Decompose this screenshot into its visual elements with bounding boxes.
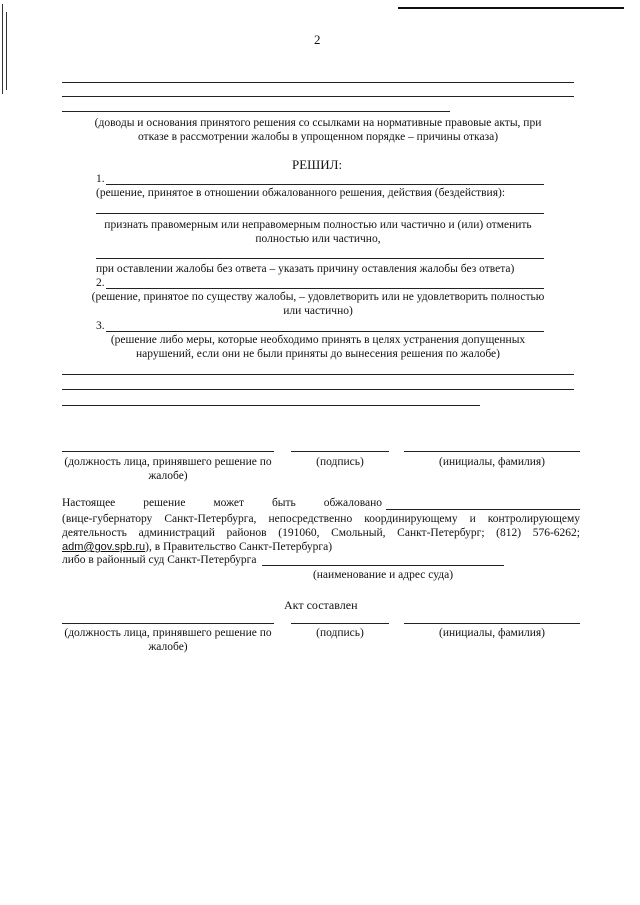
fill-line xyxy=(62,389,574,390)
signature-line xyxy=(291,623,389,624)
appeal-line-4 xyxy=(62,540,332,554)
appeal-line-2: (вице-губернатору Санкт-Петербурга, непосредственно координирующему и контролирующему xyxy=(62,513,580,525)
fill-line xyxy=(62,374,574,375)
item3-caption xyxy=(62,333,574,361)
item1-number: 1. xyxy=(96,173,105,185)
item2-caption xyxy=(62,290,574,318)
reasons-caption-line: отказе в рассмотрении жалобы в упрощенном порядке – причины отказа) xyxy=(137,131,499,143)
position-label xyxy=(62,626,274,654)
item3-caption-line: нарушений, если они не были приняты до вынесения решения по жалобе) xyxy=(136,348,500,360)
item1-option1-line: признать правомерным или неправомерным полностью или частично и (или) отменить xyxy=(104,219,532,231)
position-label-line: жалобе) xyxy=(148,470,188,482)
position-label xyxy=(62,455,274,483)
name-line xyxy=(404,451,580,452)
name-label: (инициалы, фамилия) xyxy=(438,627,546,639)
item3-caption-line: (решение либо меры, которые необходимо принять в целях устранения допущенных xyxy=(110,334,526,346)
item1-fill-line xyxy=(106,184,544,185)
item2-fill-line xyxy=(106,288,544,289)
court-fill-line xyxy=(262,565,504,566)
name-line xyxy=(404,623,580,624)
appeal-first-line xyxy=(62,496,382,510)
position-line xyxy=(62,623,274,624)
fill-line xyxy=(62,82,574,83)
email-link[interactable]: adm@gov.spb.ru xyxy=(62,541,146,553)
item1-option2: при оставлении жалобы без ответа – указать причину оставления жалобы без ответа) xyxy=(96,263,515,275)
signature-label: (подпись) xyxy=(316,627,364,639)
signature-label: (подпись) xyxy=(316,456,364,468)
top-right-rule xyxy=(398,7,624,9)
fill-line xyxy=(62,405,480,406)
appeal-fill-line xyxy=(386,509,580,510)
page-number: 2 xyxy=(314,32,321,47)
position-label-line: жалобе) xyxy=(148,641,188,653)
appeal-word: Настоящее xyxy=(62,497,116,509)
item1-fill-line xyxy=(96,258,544,259)
act-compiled-heading: Акт составлен xyxy=(284,598,358,612)
fill-line xyxy=(62,111,450,112)
item1-fill-line xyxy=(96,213,544,214)
appeal-line-4-rest: ), в Правительство Санкт-Петербурга) xyxy=(145,541,333,553)
signature-line xyxy=(291,451,389,452)
item1-option1-line: полностью или частично, xyxy=(255,233,381,245)
position-label-line: (должность лица, принявшего решение по xyxy=(64,456,272,468)
court-caption: (наименование и адрес суда) xyxy=(312,569,454,581)
position-line xyxy=(62,451,274,452)
position-label-line: (должность лица, принявшего решение по xyxy=(64,627,272,639)
item2-caption-line: или частично) xyxy=(283,305,353,317)
scan-edge-mark xyxy=(2,4,3,94)
court-text: либо в районный суд Санкт-Петербурга xyxy=(62,554,257,566)
item1-option1 xyxy=(62,218,574,246)
decided-heading: РЕШИЛ: xyxy=(292,157,343,172)
item2-number: 2. xyxy=(96,277,105,289)
appeal-word: быть xyxy=(271,497,296,509)
fill-line xyxy=(62,96,574,97)
reasons-caption-line: (доводы и основания принятого решения со ссылками на нормативные правовые акты, при xyxy=(94,117,542,129)
item1-caption: (решение, принятое в отношении обжалованного решения, действия (бездействия): xyxy=(96,187,506,199)
item3-fill-line xyxy=(106,331,544,332)
name-label: (инициалы, фамилия) xyxy=(438,456,546,468)
appeal-word: решение xyxy=(143,497,186,509)
scan-edge-mark xyxy=(6,12,7,90)
appeal-word: может xyxy=(213,497,245,509)
reasons-caption xyxy=(62,116,574,144)
appeal-word: обжаловано xyxy=(323,497,382,509)
item3-number: 3. xyxy=(96,320,105,332)
appeal-line-3: деятельность администраций районов (191060, Смольный, Санкт-Петербург; (812) 576-6262; xyxy=(62,527,580,539)
item2-caption-line: (решение, принятое по существу жалобы, – удовлетворить или не удовлетворить полностью xyxy=(91,291,545,303)
